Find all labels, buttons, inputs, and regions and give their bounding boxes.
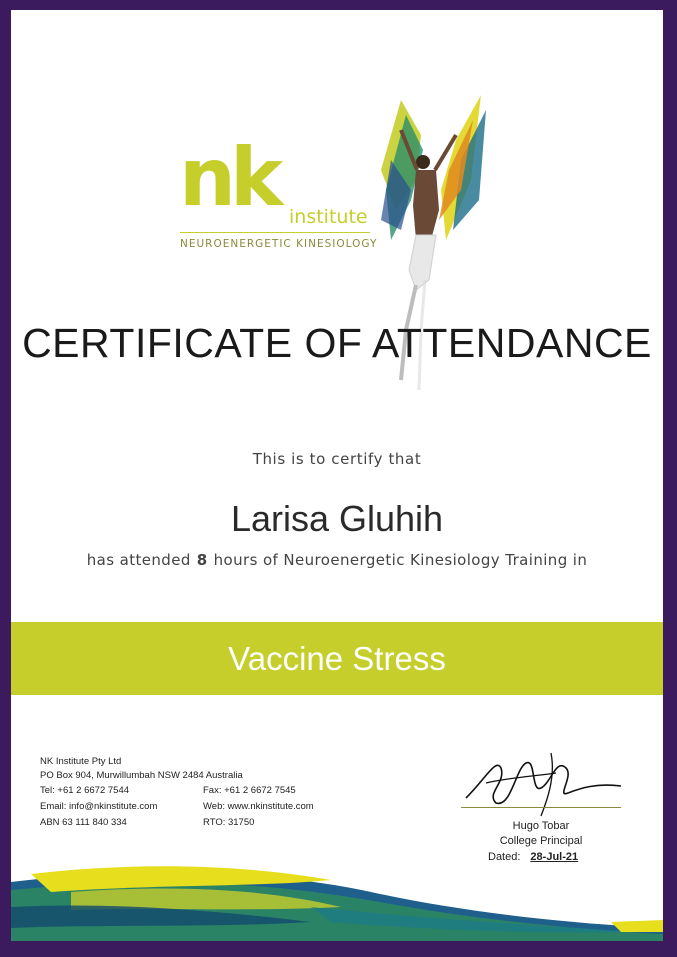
company-name: NK Institute Pty Ltd — [40, 756, 122, 767]
certificate-page — [11, 10, 663, 941]
signatory-name: Hugo Tobar — [512, 820, 570, 832]
company-rto: RTO: 31750 — [203, 817, 255, 828]
company-tel: Tel: +61 2 6672 7544 — [40, 785, 130, 796]
company-web: Web: www.nkinstitute.com — [203, 801, 314, 812]
logo-nk-mark: nk — [179, 131, 278, 224]
logo-tagline: NEUROENERGETIC KINESIOLOGY — [180, 238, 378, 250]
dancer-illustration — [361, 90, 491, 420]
attended-suffix: hours of Neuroenergetic Kinesiology Training in — [213, 551, 588, 569]
dated-label: Dated: — [488, 851, 521, 863]
course-band — [11, 622, 663, 695]
certify-statement: This is to certify that — [252, 450, 422, 468]
logo-divider — [180, 232, 370, 233]
signature-line — [461, 807, 621, 808]
recipient-name: Larisa Gluhih — [230, 498, 444, 539]
painted-brushstroke-art — [11, 862, 663, 941]
company-fax: Fax: +61 2 6672 7545 — [203, 785, 296, 796]
attended-prefix: has attended — [86, 551, 191, 569]
attendance-statement — [11, 551, 663, 569]
date-value: 28-Jul-21 — [530, 851, 579, 863]
company-email: Email: info@nkinstitute.com — [40, 801, 158, 812]
signatory-role: College Principal — [499, 835, 583, 847]
handwritten-signature — [456, 738, 636, 818]
company-address: PO Box 904, Murwillumbah NSW 2484 Australia — [40, 770, 243, 781]
hours-value: 8 — [196, 551, 208, 569]
course-title: Vaccine Stress — [228, 640, 446, 677]
logo-institute-word: institute — [289, 206, 368, 228]
certificate-title: CERTIFICATE OF ATTENDANCE — [22, 320, 652, 366]
company-abn: ABN 63 111 840 334 — [40, 817, 127, 828]
